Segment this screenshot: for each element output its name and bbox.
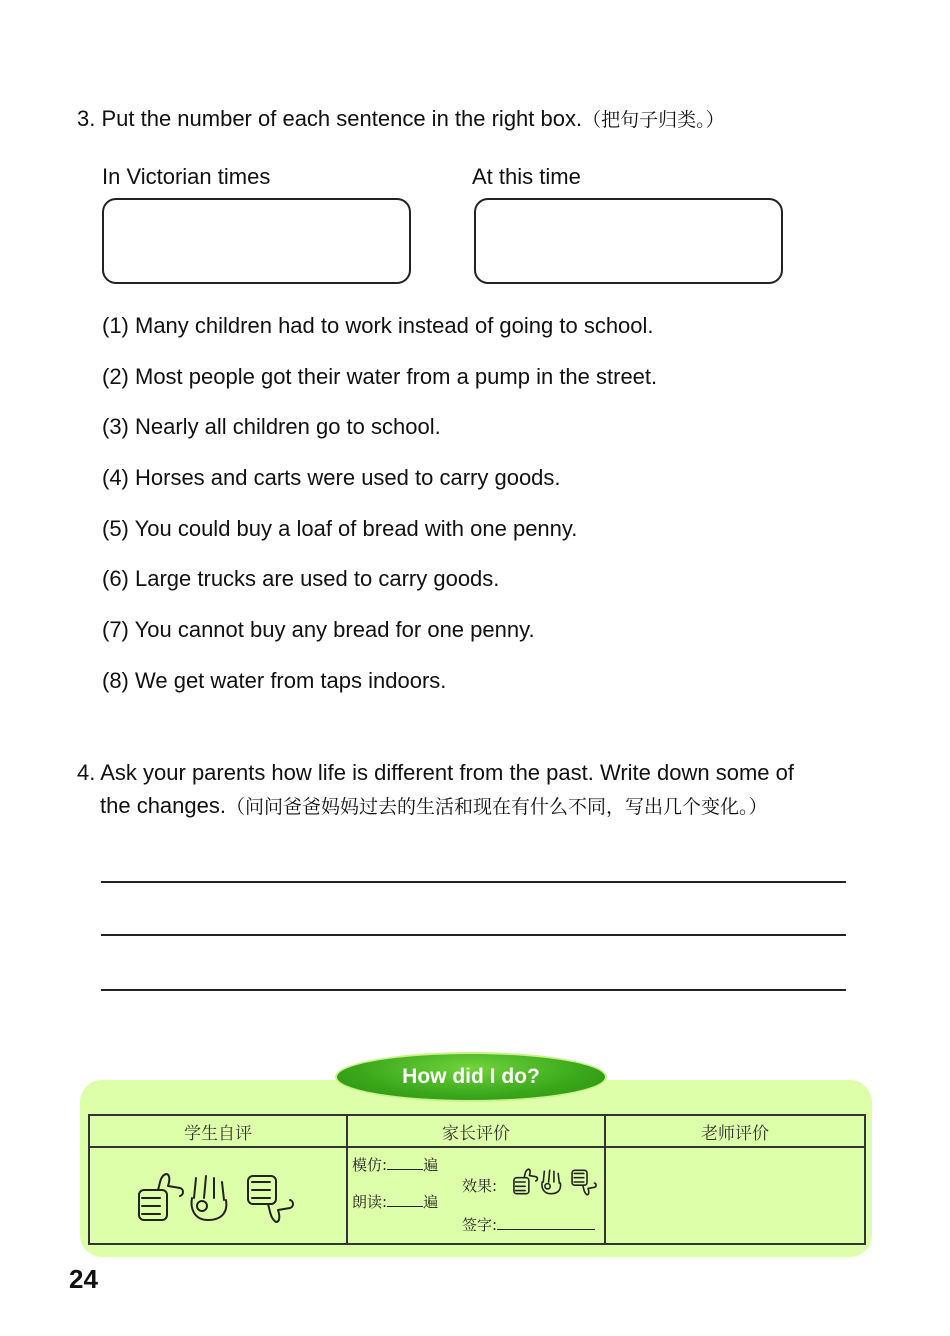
thumbs-up-icon[interactable] bbox=[139, 1174, 183, 1220]
answer-line-2[interactable] bbox=[101, 934, 846, 936]
answer-box-present[interactable] bbox=[474, 198, 783, 284]
evaluation-table bbox=[88, 1114, 866, 1245]
sentence-item: (8) We get water from taps indoors. bbox=[102, 667, 447, 693]
column-student-self-eval: 学生自评 bbox=[89, 1115, 347, 1147]
imitate-label: 模仿: bbox=[352, 1156, 388, 1174]
how-did-i-do-banner: How did I do? bbox=[335, 1052, 607, 1102]
read-field bbox=[352, 1191, 438, 1212]
answer-box-victorian[interactable] bbox=[102, 198, 411, 284]
question-3-title bbox=[77, 103, 725, 136]
box-label-victorian: In Victorian times bbox=[102, 164, 271, 189]
sign-blank[interactable] bbox=[497, 1217, 595, 1230]
read-label: 朗读: bbox=[352, 1193, 388, 1211]
sentence-item: (1) Many children had to work instead of going to school. bbox=[102, 313, 654, 338]
ok-hand-icon[interactable] bbox=[542, 1170, 561, 1193]
answer-line-1[interactable] bbox=[101, 881, 846, 883]
question-3-text-zh: （把句子归类。） bbox=[582, 109, 725, 131]
sign-label: 签字: bbox=[462, 1216, 498, 1234]
page-number: 24 bbox=[69, 1264, 98, 1294]
imitate-count-blank[interactable] bbox=[387, 1157, 423, 1170]
thumbs-up-icon[interactable] bbox=[514, 1169, 537, 1194]
column-parent-eval: 家长评价 bbox=[347, 1115, 605, 1147]
sign-field bbox=[462, 1214, 595, 1235]
parent-hand-icons bbox=[510, 1166, 600, 1198]
read-unit: 遍 bbox=[423, 1193, 439, 1211]
sentence-item: (4) Horses and carts were used to carry goods. bbox=[102, 465, 561, 491]
column-teacher-eval: 老师评价 bbox=[605, 1115, 865, 1147]
imitate-unit: 遍 bbox=[423, 1156, 439, 1174]
question-4-line-1: 4. Ask your parents how life is different from the past. Write down some of bbox=[77, 760, 794, 785]
sentence-item: (5) You could buy a loaf of bread with one penny. bbox=[102, 515, 578, 541]
sentence-item: (6) Large trucks are used to carry goods. bbox=[102, 566, 500, 592]
question-4-line-2 bbox=[100, 790, 768, 823]
parent-eval-cell bbox=[347, 1147, 605, 1244]
student-eval-cell bbox=[89, 1147, 347, 1244]
effect-label: 效果: bbox=[462, 1177, 498, 1195]
read-count-blank[interactable] bbox=[387, 1194, 423, 1207]
sentence-item: (7) You cannot buy any bread for one penny. bbox=[102, 617, 535, 643]
teacher-eval-cell[interactable] bbox=[605, 1147, 865, 1244]
sentence-item: (2) Most people got their water from a pump in the street. bbox=[102, 363, 658, 389]
ok-hand-icon[interactable] bbox=[192, 1176, 227, 1220]
student-hand-icons bbox=[136, 1168, 296, 1228]
question-4-text-zh: （问问爸爸妈妈过去的生活和现在有什么不同，写出几个变化。） bbox=[225, 796, 768, 818]
question-3-text: 3. Put the number of each sentence in the right box. bbox=[77, 106, 583, 131]
imitate-field bbox=[352, 1154, 438, 1175]
sentence-item: (3) Nearly all children go to school. bbox=[102, 414, 441, 440]
answer-line-3[interactable] bbox=[101, 989, 846, 991]
sentence-list bbox=[102, 310, 657, 716]
thumbs-down-icon[interactable] bbox=[248, 1176, 293, 1222]
question-4-text: the changes. bbox=[100, 793, 226, 818]
box-label-present: At this time bbox=[472, 164, 581, 189]
thumbs-down-icon[interactable] bbox=[572, 1170, 596, 1195]
